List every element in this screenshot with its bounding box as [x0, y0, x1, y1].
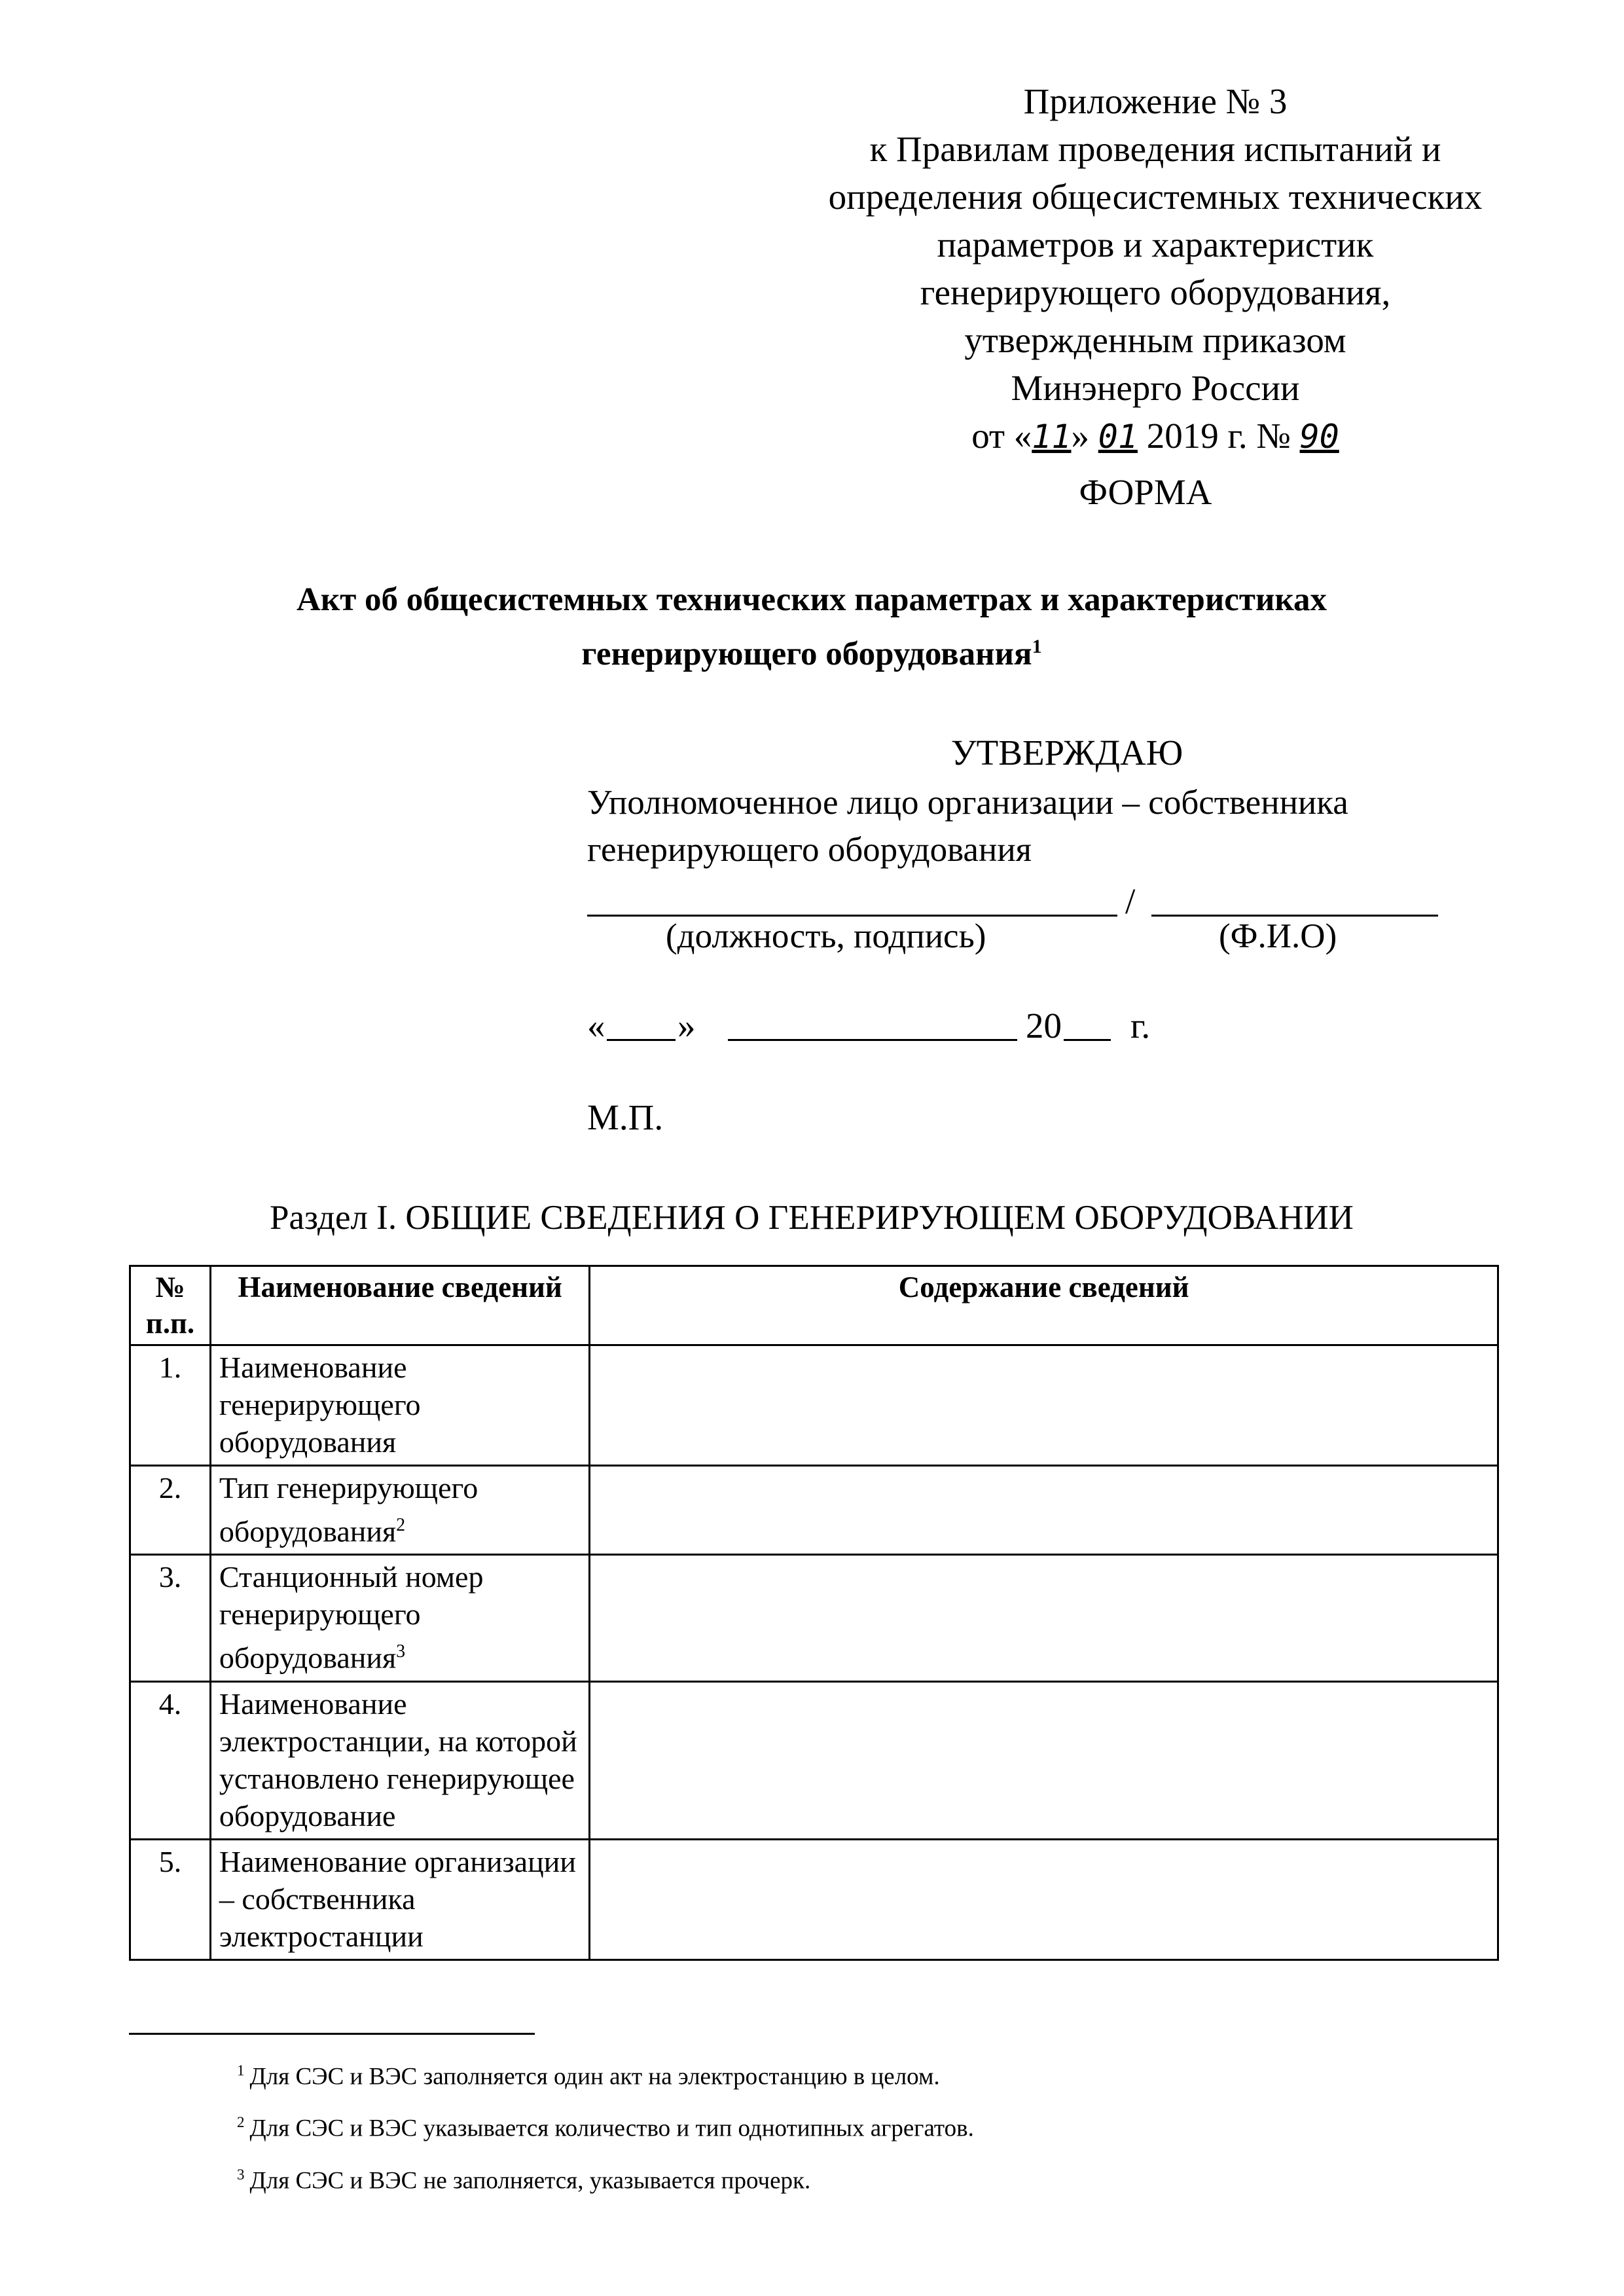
- act-title-line2: [131, 623, 1492, 678]
- approval-line2: генерирующего оборудования: [587, 831, 1032, 869]
- row-name: [210, 1555, 590, 1681]
- row-number: 4.: [130, 1681, 211, 1839]
- row-number: 5.: [130, 1839, 211, 1959]
- order-mid: »: [1071, 416, 1089, 456]
- appendix-line: определения общесистемных технических: [828, 177, 1483, 217]
- appendix-line: генерирующего оборудования,: [920, 272, 1391, 312]
- approval-line1: Уполномоченное лицо организации – собственника: [587, 784, 1348, 822]
- act-title-line2-text: генерирующего оборудования: [581, 636, 1032, 672]
- date-month-field[interactable]: [728, 1039, 1017, 1041]
- appendix-header: [792, 77, 1519, 461]
- section-title: Раздел I. ОБЩИЕ СВЕДЕНИЯ О ГЕНЕРИРУЮЩЕМ ОБОРУДОВАНИИ: [270, 1199, 1354, 1237]
- table-row: [130, 1345, 1498, 1466]
- appendix-line: параметров и характеристик: [937, 225, 1374, 264]
- table-row: [130, 1681, 1498, 1839]
- footnote-divider: [129, 2033, 535, 2035]
- footnote-text: Для СЭС и ВЭС указывается количество и тип однотипных агрегатов.: [249, 2115, 974, 2142]
- act-title-line1: Акт об общесистемных технических параметрах и характеристиках: [297, 581, 1327, 618]
- row-name-text: Наименование электростанции, на которой установлено генерирующее оборудование: [219, 1686, 577, 1832]
- act-title: [131, 576, 1492, 678]
- table-row: [130, 1839, 1498, 1959]
- row-name-text: Тип генерирующего оборудования: [219, 1471, 478, 1548]
- approval-authority: [587, 779, 1504, 873]
- footnote-text: Для СЭС и ВЭС заполняется один акт на электростанцию в целом.: [249, 2063, 940, 2090]
- order-date-line: [792, 412, 1519, 461]
- row-name: [210, 1681, 590, 1839]
- footnotes: [237, 2062, 1481, 2218]
- column-header-number-line2: п.п.: [145, 1307, 195, 1339]
- order-day-handwritten: 11: [1032, 418, 1072, 456]
- footnote-number: 1: [237, 2062, 245, 2079]
- appendix-line: Приложение № 3: [1023, 81, 1288, 121]
- column-header-number: [130, 1266, 211, 1345]
- appendix-line: к Правилам проведения испытаний и: [869, 129, 1441, 169]
- column-header-content: Содержание сведений: [590, 1266, 1498, 1345]
- footnote: [237, 2062, 1481, 2090]
- footnote: [237, 2114, 1481, 2142]
- row-name: [210, 1839, 590, 1959]
- approval-heading: УТВЕРЖДАЮ: [950, 733, 1183, 773]
- date-day-field[interactable]: [607, 1039, 676, 1041]
- footnote-ref: 3: [396, 1641, 406, 1662]
- order-year: 2019 г. №: [1146, 416, 1291, 456]
- appendix-line: Минэнерго России: [1011, 368, 1300, 408]
- footnote-ref: 2: [396, 1515, 406, 1535]
- date-suffix: г.: [1130, 1006, 1151, 1046]
- date-close-quote: »: [677, 1006, 696, 1046]
- row-content-cell[interactable]: [590, 1839, 1498, 1959]
- row-name: [210, 1345, 590, 1466]
- signature-slash: /: [1125, 881, 1136, 921]
- stamp-placeholder: М.П.: [587, 1097, 664, 1137]
- footnote-number: 3: [237, 2166, 245, 2183]
- order-month-handwritten: 01: [1098, 418, 1138, 456]
- date-open-quote: «: [587, 1006, 605, 1046]
- table-row: [130, 1466, 1498, 1555]
- table-row: [130, 1555, 1498, 1681]
- column-header-number-line1: №: [155, 1271, 185, 1303]
- footnote-text: Для СЭС и ВЭС не заполняется, указывается прочерк.: [249, 2166, 811, 2194]
- row-name-text: Наименование организации – собственника электростанции: [219, 1844, 576, 1953]
- general-info-table: [129, 1265, 1499, 1961]
- footnote-number: 2: [237, 2114, 245, 2131]
- caption-full-name: (Ф.И.О): [1219, 917, 1337, 955]
- appendix-line: утвержденным приказом: [964, 320, 1346, 360]
- row-content-cell[interactable]: [590, 1345, 1498, 1466]
- row-content-cell[interactable]: [590, 1555, 1498, 1681]
- date-year-field[interactable]: [1064, 1039, 1111, 1041]
- order-number-handwritten: 90: [1299, 418, 1339, 456]
- footnote: [237, 2166, 1481, 2195]
- table-header-row: [130, 1266, 1498, 1345]
- row-number: 2.: [130, 1466, 211, 1555]
- approval-date-line: [587, 1005, 1307, 1057]
- column-header-name: Наименование сведений: [210, 1266, 590, 1345]
- caption-position-signature: (должность, подпись): [666, 917, 986, 955]
- row-number: 3.: [130, 1555, 211, 1681]
- order-prefix: от «: [971, 416, 1032, 456]
- footnote-ref: 1: [1032, 636, 1042, 657]
- form-label: ФОРМА: [1079, 472, 1212, 512]
- row-number: 1.: [130, 1345, 211, 1466]
- row-content-cell[interactable]: [590, 1466, 1498, 1555]
- row-name: [210, 1466, 590, 1555]
- date-year-prefix: 20: [1026, 1006, 1062, 1046]
- row-name-text: Станционный номер генерирующего оборудования: [219, 1560, 484, 1675]
- row-name-text: Наименование генерирующего оборудования: [219, 1351, 421, 1459]
- row-content-cell[interactable]: [590, 1681, 1498, 1839]
